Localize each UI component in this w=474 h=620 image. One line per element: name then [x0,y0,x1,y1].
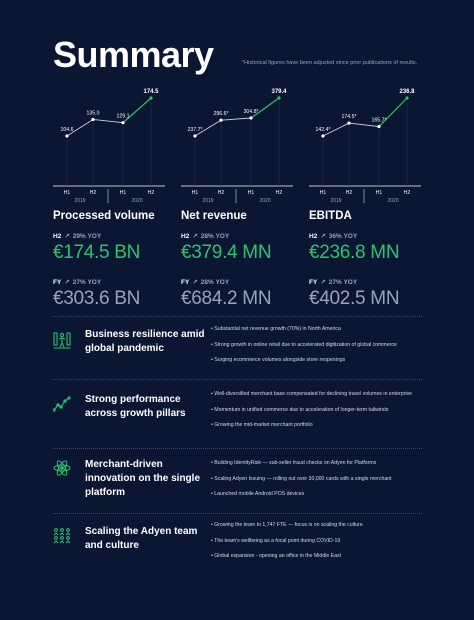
data-label: 174.5 [143,89,159,95]
data-point [249,116,252,119]
data-point [405,96,408,99]
data-label: 129.1 [116,113,130,120]
fy-yoy: 27% YOY [328,278,358,286]
year-label: 2020 [387,198,399,204]
team-icon [53,527,71,545]
fy-yoy-line [181,278,321,286]
growth-chart-icon [53,395,71,413]
chart-ebitda [309,80,421,205]
year-label: 2019 [330,198,342,204]
metric-name: EBITDA [309,210,352,222]
data-point [149,96,152,99]
data-label: 165.7* [371,117,387,124]
fy-label: FY [181,278,190,286]
data-label: 104.6 [60,127,74,133]
section-title: Scaling the Adyen team and culture [85,526,198,551]
footnote: *Historical figures have been adjusted since prior publications of results. [242,60,418,66]
h2-yoy: 28% YOY [200,232,230,240]
metric-processed-volume [53,210,193,310]
chart-svg [181,80,293,205]
x-tick-label: H2 [345,190,353,196]
arrow-up-icon: ↗ [64,233,70,240]
list-item: • Building IdentityRisk — sub-seller fraud checks on Adyen for Platforms [211,456,426,472]
data-point [65,134,68,137]
fy-value: €303.6 BN [53,288,141,309]
arrow-up-icon: ↗ [320,279,326,286]
data-label: 379.4 [271,89,287,95]
data-label: 135.0 [86,110,100,117]
year-label: 2019 [74,198,86,204]
list-item: • Strong growth in online retail due to accelerated digitization of global commerce [211,338,426,354]
year-label: 2020 [259,198,271,204]
data-label: 237.7* [187,127,203,133]
h2-yoy: 36% YOY [328,232,358,240]
chart-svg [53,80,165,205]
section-title: Strong performance across growth pillars [85,394,186,419]
h2-yoy: 29% YOY [72,232,102,240]
list-item: • Well-diversified merchant base compensated for declining travel volumes in enterprise [211,387,426,403]
list-item: • Growing the mid-market merchant portfolio [211,418,426,434]
x-tick-label: H2 [147,190,155,196]
fy-label: FY [309,278,318,286]
section-scaling-team [53,520,422,578]
h2-value: €236.8 MN [309,242,400,263]
section-strong-performance [53,387,422,445]
arrow-up-icon: ↗ [64,279,70,286]
x-tick-label: H1 [375,190,383,196]
list-item: • Surging ecommerce volumes alongside store reopenings [211,353,426,369]
data-label: 236.8 [399,89,415,95]
list-item: • Scaling Adyen Issuing — rolling out over 30,000 cards with a single merchant [211,472,426,488]
x-tick-label: H1 [191,190,199,196]
data-point [193,134,196,137]
section-business-resilience [53,322,422,378]
data-point [321,134,324,137]
section-title: Merchant-driven innovation on the single platform [85,459,200,498]
x-tick-label: H2 [403,190,411,196]
x-tick-label: H1 [319,190,327,196]
x-tick-label: H1 [63,190,71,196]
year-label: 2020 [131,198,143,204]
bullet-list [211,322,426,369]
data-point [347,121,350,124]
metric-net-revenue [181,210,321,310]
divider [53,513,422,514]
chart-svg [309,80,421,205]
divider [53,379,422,380]
h2-value: €379.4 MN [181,242,272,263]
x-tick-label: H2 [275,190,283,196]
data-point [277,96,280,99]
atom-icon [53,459,71,477]
bullet-list [211,387,426,434]
data-label: 304.8* [243,109,259,116]
chart-net-revenue [181,80,293,205]
fy-value: €684.2 MN [181,288,272,309]
section-merchant-innovation [53,456,422,512]
divider [53,448,422,449]
fy-yoy-line [53,278,193,286]
list-item: • The team's wellbeing as a focal point during COVID-19 [211,534,426,550]
data-point [121,121,124,124]
h2-value: €174.5 BN [53,242,141,263]
data-point [219,119,222,122]
list-item: • Momentum in unified commerce due to acceleration of longer-term tailwinds [211,403,426,419]
divider [53,316,422,317]
arrow-up-icon: ↗ [320,233,326,240]
year-label: 2019 [202,198,214,204]
h2-yoy-line [181,232,321,240]
h2-label: H2 [181,232,190,240]
arrow-up-icon: ↗ [192,279,198,286]
data-label: 296.6* [213,111,229,118]
list-item: • Growing the team to 1,747 FTE — focus is on scaling the culture [211,518,426,534]
metric-ebitda [309,210,449,310]
metric-name: Net revenue [181,210,247,222]
h2-label: H2 [309,232,318,240]
list-item: • Launched mobile Android POS devices [211,487,426,503]
h2-yoy-line [309,232,449,240]
metric-name: Processed volume [53,210,155,222]
data-point [377,125,380,128]
chart-processed-volume [53,80,165,205]
fy-value: €402.5 MN [309,288,400,309]
list-item: • Substantial net revenue growth (70%) in North America [211,322,426,338]
data-label: 142.4* [315,127,331,133]
page-title: Summary [53,34,214,75]
h2-yoy-line [53,232,193,240]
arrow-up-icon: ↗ [192,233,198,240]
series-line-segment [93,119,123,122]
fy-yoy: 28% YOY [200,278,230,286]
section-title: Business resilience amid global pandemic [85,329,205,354]
list-item: • Global expansion - opening an office in the Middle East [211,549,426,565]
x-tick-label: H2 [89,190,97,196]
fy-label: FY [53,278,62,286]
fy-yoy: 27% YOY [72,278,102,286]
fy-yoy-line [309,278,449,286]
data-point [91,118,94,121]
data-label: 174.5* [341,114,357,121]
h2-label: H2 [53,232,62,240]
x-tick-label: H1 [119,190,127,196]
bullet-list [211,518,426,565]
person-pillars-icon [53,331,71,349]
bullet-list [211,456,426,503]
x-tick-label: H2 [217,190,225,196]
series-line-segment [221,118,251,120]
x-tick-label: H1 [247,190,255,196]
